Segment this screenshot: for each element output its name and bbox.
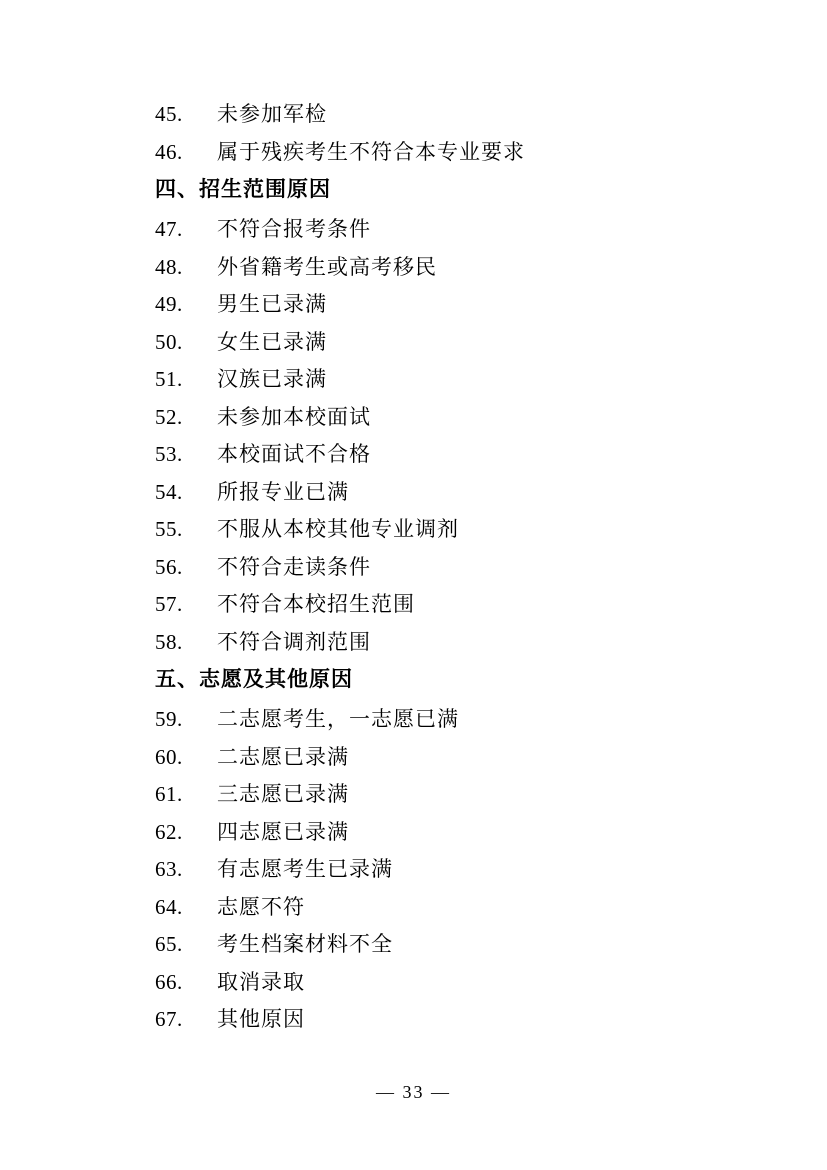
list-item-number: 45.	[155, 102, 183, 126]
list-item	[155, 588, 715, 626]
list-item-label: 二志愿考生，一志愿已满	[217, 707, 459, 731]
section-heading	[155, 173, 715, 213]
list-item-number: 56.	[155, 554, 183, 579]
list-item-label: 取消录取	[217, 969, 305, 994]
list-item	[155, 476, 715, 514]
list-item	[155, 966, 715, 1004]
list-item	[155, 1003, 715, 1041]
list-item-label: 不符合走读条件	[217, 554, 371, 579]
list-item	[155, 741, 715, 779]
list-item	[155, 136, 715, 174]
list-item-label: 不服从本校其他专业调剂	[217, 517, 459, 541]
list-item-label: 未参加本校面试	[217, 404, 371, 429]
list-item-number: 46.	[155, 139, 183, 164]
list-item-label: 外省籍考生或高考移民	[217, 254, 437, 279]
list-item	[155, 891, 715, 929]
list-item-label: 三志愿已录满	[217, 782, 349, 806]
list-item-number: 65.	[155, 932, 183, 956]
list-item-number: 61.	[155, 782, 183, 806]
section-heading-number: 五、	[155, 666, 199, 691]
list-item-number: 57.	[155, 592, 183, 616]
list-item	[155, 551, 715, 589]
list-item-number: 50.	[155, 329, 183, 354]
list-item	[155, 778, 715, 816]
list-item-number: 49.	[155, 292, 183, 316]
list-item-number: 64.	[155, 894, 183, 919]
list-item	[155, 213, 715, 251]
list-item	[155, 251, 715, 289]
list-item-label: 不符合本校招生范围	[217, 592, 415, 616]
list-item-label: 所报专业已满	[217, 479, 349, 504]
list-item	[155, 363, 715, 401]
list-item-number: 62.	[155, 819, 183, 844]
list-item-label: 其他原因	[217, 1007, 305, 1031]
list-item-label: 女生已录满	[217, 329, 327, 354]
section-heading-number: 四、	[155, 176, 199, 201]
list-item	[155, 326, 715, 364]
list-item	[155, 626, 715, 664]
list-item-number: 58.	[155, 629, 183, 654]
list-item-number: 60.	[155, 744, 183, 769]
list-item-number: 55.	[155, 517, 183, 541]
list-item-label: 不符合报考条件	[217, 217, 371, 241]
page-footer	[0, 1082, 827, 1103]
list-item-label: 男生已录满	[217, 292, 327, 316]
list-item-label: 四志愿已录满	[217, 819, 349, 844]
section-heading-label: 招生范围原因	[199, 176, 331, 201]
list-item	[155, 513, 715, 551]
list-item-label: 考生档案材料不全	[217, 932, 393, 956]
list-item-number: 51.	[155, 367, 183, 391]
list-item-number: 59.	[155, 707, 183, 731]
list-item-number: 66.	[155, 969, 183, 994]
list-item	[155, 98, 715, 136]
section-heading-label: 志愿及其他原因	[199, 666, 353, 691]
list-item-label: 二志愿已录满	[217, 744, 349, 769]
list-item-label: 志愿不符	[217, 894, 305, 919]
list-item-number: 52.	[155, 404, 183, 429]
list-item-label: 属于残疾考生不符合本专业要求	[217, 139, 525, 164]
list-item	[155, 853, 715, 891]
document-body	[155, 98, 715, 1041]
page-number: — 33 —	[376, 1082, 451, 1102]
list-item-number: 63.	[155, 857, 183, 881]
list-item-label: 本校面试不合格	[217, 442, 371, 466]
list-item-label: 汉族已录满	[217, 367, 327, 391]
list-item-number: 47.	[155, 217, 183, 241]
section-heading	[155, 663, 715, 703]
list-item	[155, 928, 715, 966]
list-item	[155, 401, 715, 439]
list-item	[155, 816, 715, 854]
list-item-number: 54.	[155, 479, 183, 504]
list-item-number: 53.	[155, 442, 183, 466]
list-item	[155, 288, 715, 326]
list-item-number: 48.	[155, 254, 183, 279]
list-item-label: 不符合调剂范围	[217, 629, 371, 654]
list-item-label: 有志愿考生已录满	[217, 857, 393, 881]
list-item	[155, 438, 715, 476]
list-item-label: 未参加军检	[217, 102, 327, 126]
list-item	[155, 703, 715, 741]
list-item-number: 67.	[155, 1007, 183, 1031]
